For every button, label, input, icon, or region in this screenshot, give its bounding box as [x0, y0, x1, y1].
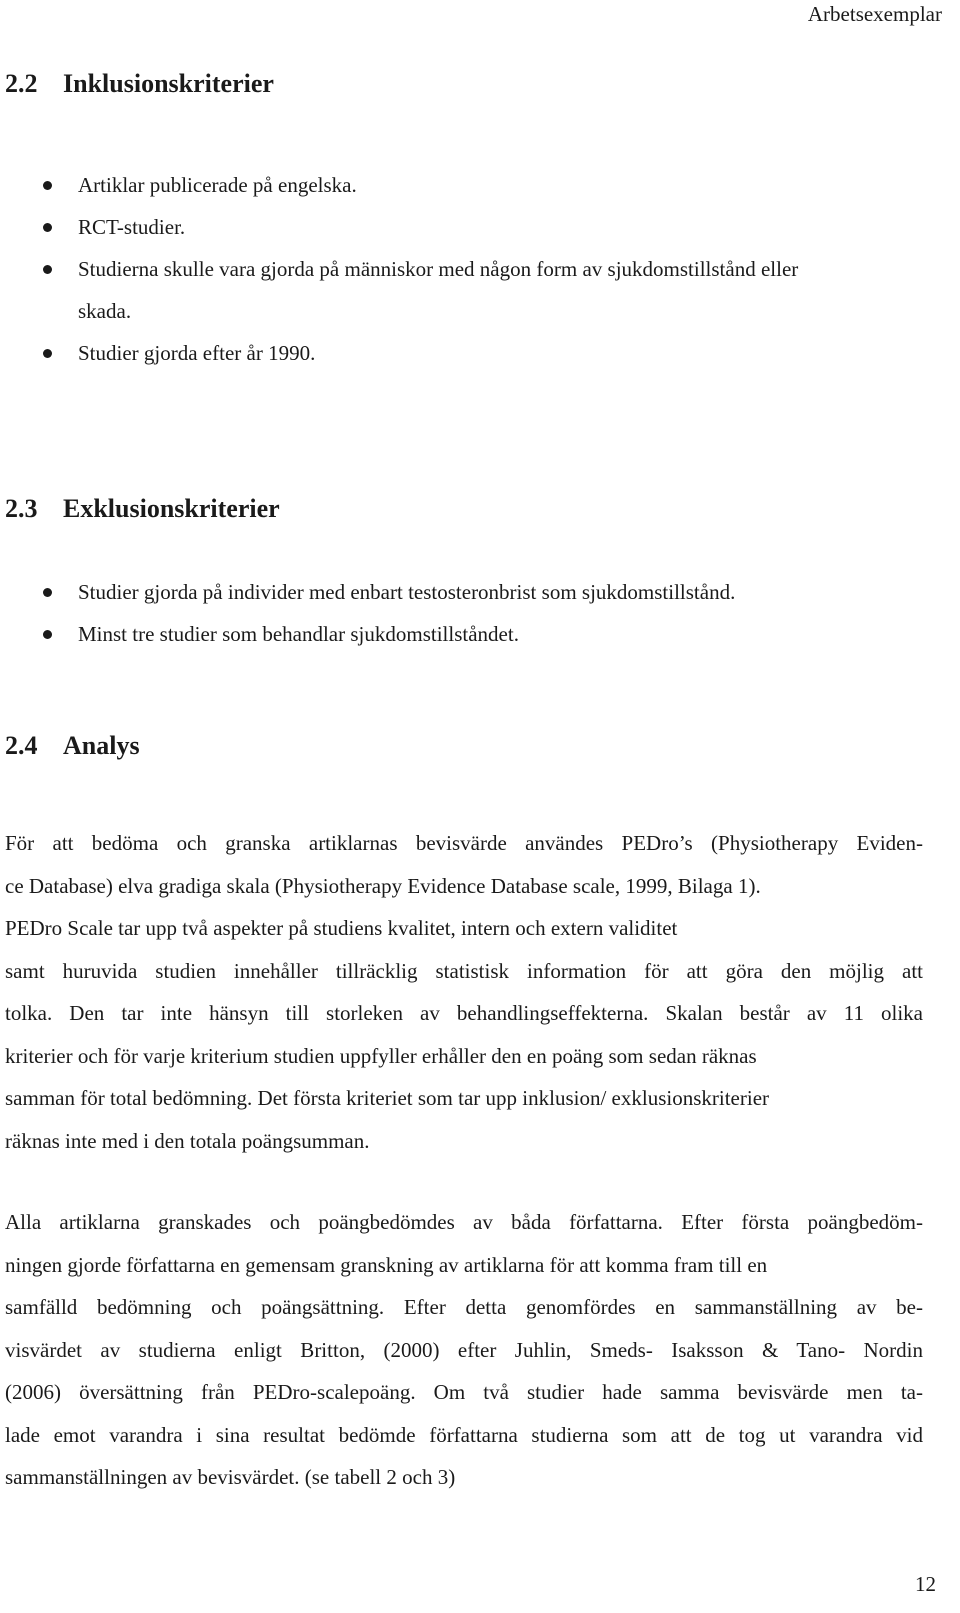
text-line: lade emot varandra i sina resultat bedömde författarna studierna som att de tog ut varandra vid [5, 1422, 923, 1447]
section-heading-inclusion [5, 69, 274, 99]
text-line: ningen gjorde författarna en gemensam granskning av artiklarna för att komma fram till en [5, 1252, 768, 1277]
bullet-icon [43, 588, 52, 597]
section-title: Exklusionskriterier [63, 494, 280, 523]
list-item [0, 332, 960, 374]
section-number: 2.3 [5, 494, 38, 523]
list-item-text: Studierna skulle vara gjorda på människor med någon form av sjukdomstillstånd eller [78, 257, 799, 281]
analysis-paragraph-review [5, 1201, 923, 1499]
text-line: kriterier och för varje kriterium studien uppfyller erhåller den en poäng som sedan räknas [5, 1043, 757, 1068]
list-item [0, 613, 960, 655]
bullet-icon [43, 630, 52, 639]
text-line: (2006) översättning från PEDro-scalepoäng. Om två studier hade samma bevisvärde men ta- [5, 1380, 923, 1404]
text-line: tolka. Den tar inte hänsyn till storleken av behandlingseffekterna. Skalan består av 11 olika [5, 1001, 923, 1025]
list-item-text: skada. [78, 299, 132, 323]
bullet-icon [43, 349, 52, 358]
text-line: ce Database) elva gradiga skala (Physiotherapy Evidence Database scale, 1999, Bilaga 1). [5, 873, 761, 898]
page-number: 12 [915, 1572, 936, 1596]
text-line: För att bedöma och granska artiklarnas bevisvärde användes PEDro’s (Physiotherapy Eviden- [5, 831, 923, 855]
section-heading-exclusion [5, 494, 280, 524]
list-item-text: Artiklar publicerade på engelska. [78, 173, 357, 197]
text-line: samfälld bedömning och poängsättning. Efter detta genomfördes en sammanställning av be- [5, 1295, 923, 1319]
list-item [0, 248, 960, 332]
list-item-text: Studier gjorda efter år 1990. [78, 341, 316, 365]
text-line: samman för total bedömning. Det första kriteriet som tar upp inklusion/ exklusionskriterier [5, 1086, 770, 1110]
list-item-text: RCT-studier. [78, 215, 186, 239]
exclusion-criteria-list [0, 571, 960, 655]
text-line: PEDro Scale tar upp två aspekter på studiens kvalitet, intern och extern validitet [5, 916, 678, 940]
analysis-paragraph-pedro [5, 822, 923, 1162]
section-number: 2.2 [5, 69, 38, 98]
bullet-icon [43, 223, 52, 232]
list-item-text: Studier gjorda på individer med enbart testosteronbrist som sjukdomstillstånd. [78, 580, 736, 604]
section-number: 2.4 [5, 731, 38, 760]
bullet-icon [43, 181, 52, 190]
list-item [0, 206, 960, 248]
bullet-icon [43, 265, 52, 274]
text-line: visvärdet av studierna enligt Britton, (2000) efter Juhlin, Smeds- Isaksson & Tano- Nordin [5, 1337, 923, 1362]
section-title: Analys [63, 731, 140, 760]
inclusion-criteria-list [0, 164, 960, 374]
text-line: sammanställningen av bevisvärdet. (se tabell 2 och 3) [5, 1465, 456, 1489]
section-title: Inklusionskriterier [63, 69, 274, 98]
section-heading-analysis [5, 731, 140, 761]
text-line: räknas inte med i den totala poängsumman. [5, 1128, 370, 1153]
text-line: Alla artiklarna granskades och poängbedömdes av båda författarna. Efter första poängbedöm- [5, 1210, 923, 1234]
text-line: samt huruvida studien innehåller tillräcklig statistisk information för att göra den möjlig att [5, 958, 923, 983]
header-label: Arbetsexemplar [807, 2, 942, 26]
list-item [0, 164, 960, 206]
list-item [0, 571, 960, 613]
list-item-text: Minst tre studier som behandlar sjukdomstillståndet. [78, 622, 519, 646]
